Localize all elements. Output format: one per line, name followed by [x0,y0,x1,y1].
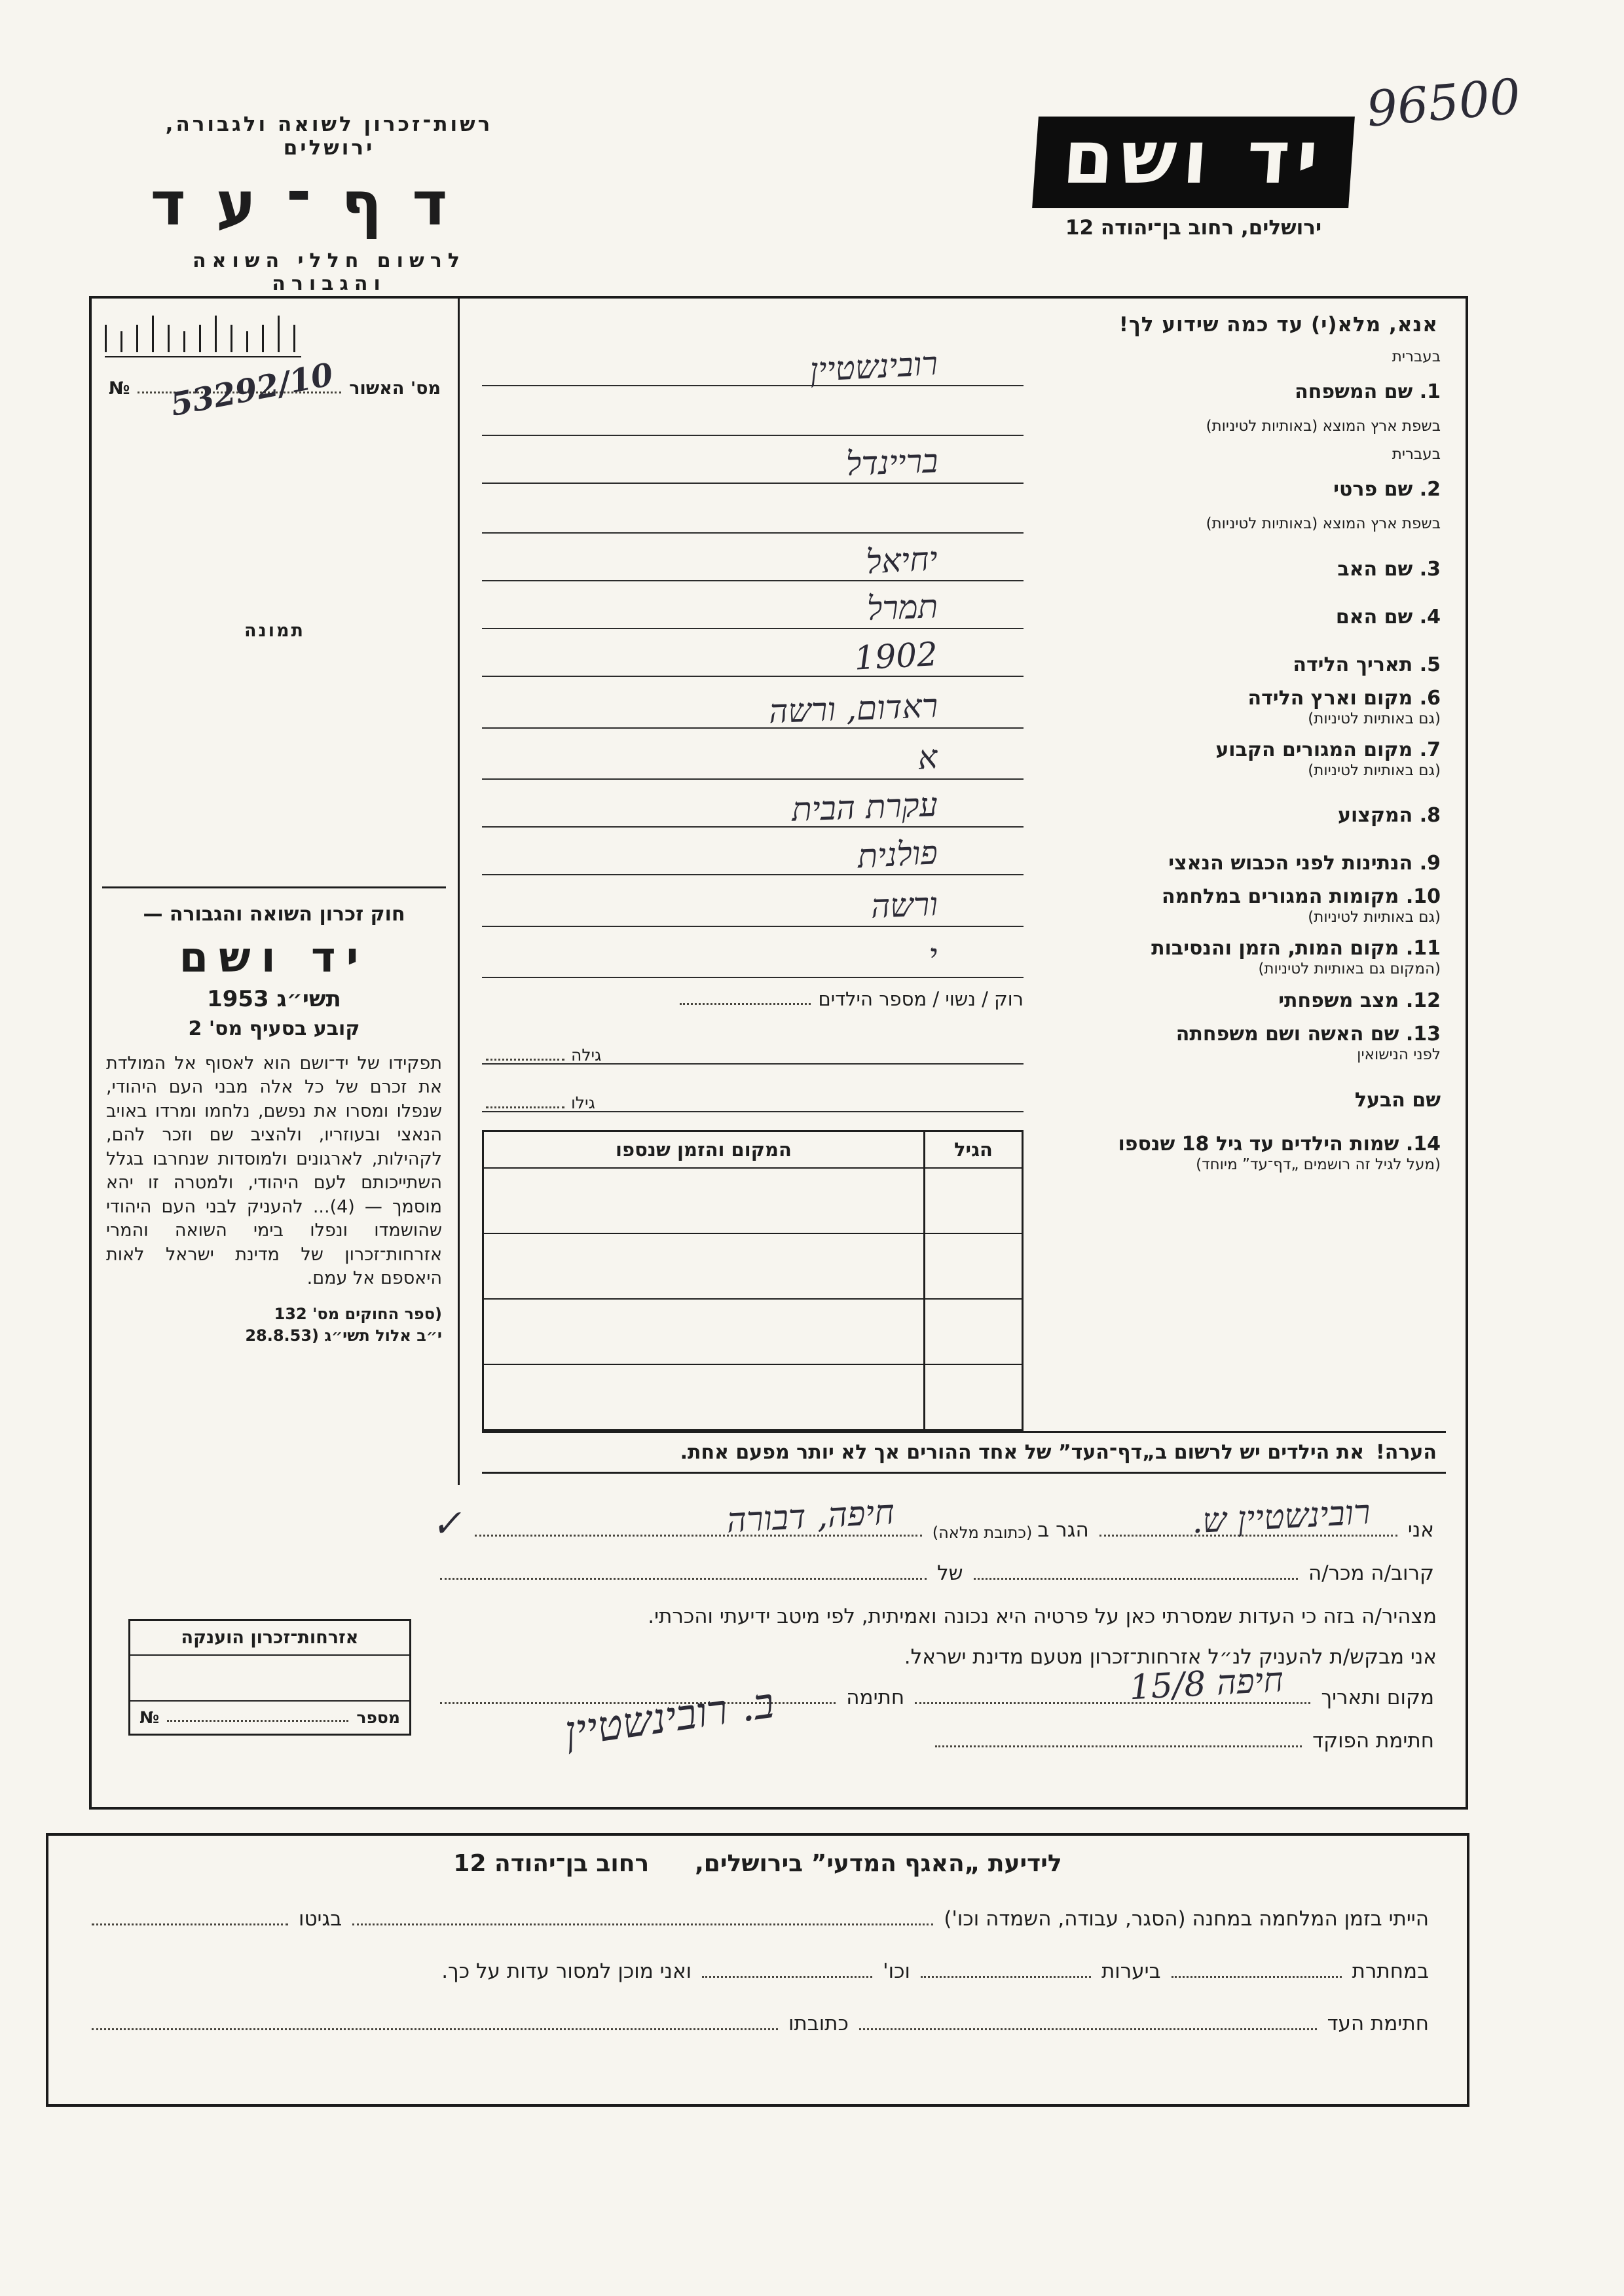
of-label: של [937,1561,963,1585]
write-line [482,786,1024,829]
field-sublabel: (גם באותיות לטיניות) [1308,909,1441,926]
children-table-header [484,1132,1022,1167]
field-row-husband-name [482,1074,1446,1112]
handwritten-address: חיפה, דבורה [726,1493,896,1541]
write-line [482,936,1024,978]
children-table-row [484,1233,1022,1298]
authority-line: רשות־זכרון לשואה ולגבורה, ירושלים [165,113,493,160]
declaration-statement: מצהיר/ה בזה כי העדות שמסרתי כאן על פרטיה היא נכונה ואמיתית, לפי מיטב ידיעתי והכרתי. [648,1605,1437,1628]
note-band [482,1431,1446,1474]
his-age-caption: גילו [486,1093,595,1112]
field-label-text: שמות הילדים עד גיל 18 שנספו [1118,1132,1399,1156]
write-line-hebrew [482,344,1024,390]
handwritten-entry: רובינשטיין [808,344,938,390]
marital-options-text: רוק / נשוי / מספר הילדים [818,988,1024,1011]
field-label-text: מקום המות, הזמן והנסיבות [1151,936,1399,960]
field-label: 9. הנתינות לפני הכבוש הנאצי [1168,852,1441,875]
note-text: את הילדים יש לרשום ב„דף־העד” של אחד ההורים אך לא יותר מפעם אחת. [680,1440,1365,1464]
bottom-section-title [84,1850,1431,1877]
bottom-title-main: לידיעת „האגף המדעי” בירושלים, [695,1850,1062,1877]
forests-dotted-line [921,1976,1091,1978]
field-above-label: בעברית [1392,348,1441,365]
yad-vashem-logo: יד ושם [1032,117,1355,208]
write-line [482,587,1024,629]
ghetto-label: בגיטו [299,1907,342,1931]
field-label: 6. מקום וארץ הלידה (גם באותיות לטיניות) [1024,687,1446,729]
grant-box-empty-area [130,1656,409,1702]
children-table-row [484,1298,1022,1364]
field-label: 10. מקומות המגורים במלחמה (גם באותיות לטיניות) [1024,885,1446,927]
note-bold: הערה! [1376,1440,1437,1464]
handwritten-entry: ראדום, ורשה [767,686,938,731]
write-lines [482,442,1024,534]
forests-label: ביערות [1101,1959,1161,1983]
camp-dotted-line [352,1923,933,1925]
clerk-signature-dotted-line [935,1745,1302,1747]
main-form-box [89,296,1468,1810]
grant-number-dotted-line [167,1720,348,1722]
i-label: אני [1407,1518,1434,1542]
field-label-text: שם האשה ושם משפחתה [1175,1023,1399,1046]
field-label-text: מקומות המגורים במלחמה [1162,885,1399,909]
write-lines [482,344,1024,436]
approval-number-row [109,356,441,424]
field-label-text: הנתינות לפני הכבוש הנאצי [1168,852,1413,875]
her-age-caption: גילה [486,1046,601,1065]
handwritten-signature: ב. רובינשטיין [561,1679,777,1757]
handwritten-entry: א [916,738,938,777]
handwritten-place-date: חיפה 15/8 [1128,1660,1285,1708]
witness-signature-line [84,2012,1431,2035]
address-dotted-line [475,1493,922,1541]
witness-signature-label: חתימת העד [1327,2012,1429,2035]
memorial-citizenship-grant-box [128,1619,411,1736]
bottom-title-address: רחוב בן־יהודה 12 [453,1850,650,1877]
field-row-place-of-death [482,937,1446,979]
field-sublabel: לפני הנישואין [1357,1046,1441,1064]
handwritten-declarant-name: רובינשטיין ש. [1190,1493,1371,1542]
fields-area [460,299,1466,1485]
law-title: חוק זכרון השואה והגבורה — [143,903,405,926]
field-number: 1. [1419,380,1441,403]
field-row-citizenship [482,833,1446,876]
scientific-branch-section [46,1833,1469,2107]
age-dotted-line [486,1106,564,1108]
law-source-line2: י״ב אלול תשי״ג (28.8.53 [245,1326,442,1345]
children-table [482,1130,1024,1431]
yad-vashem-law-logo: יד ושם [179,934,369,982]
age-column-header: הגיל [923,1132,1022,1167]
field-label [1024,1089,1446,1112]
field-row-birth-place [482,687,1446,729]
full-address-label: (כתובת מלאה) [932,1523,1033,1542]
field-label: 8. המקצוע [1337,804,1441,828]
field-label: 3. שם האב [1337,558,1441,581]
signature-label: חתימה [846,1686,905,1709]
law-box [102,886,446,1346]
logo-block [1015,117,1372,240]
field-label [1024,446,1446,534]
declaration-section [92,1485,1466,1807]
field-label-text: שם הבעל [1354,1088,1441,1112]
law-clause: קובע בסעיף מס' 2 [188,1017,360,1040]
camp-line [84,1907,1431,1931]
field-sublabel: (גם באותיות לטיניות) [1308,761,1441,779]
field-label: 5. תאריך הלידה [1293,653,1441,676]
field-label [1024,348,1446,436]
law-body-text: תפקידו של יד־ושם הוא לאסוף אל המולדת את זכרם של כל אלה מבני העם היהודי, שנפלו ומסרו את נפשם, נלחמו ומרדו באויב הנאצי ובעוזריו, ולהציב שם וזכר להם, לקהילות, לארגונים ולמוסדות שנחרבו בגלל השתייכותם לעם היהודי, ולמטרה זו יהא מוסמך — (4)... להעניק לבני העם היהודי שהושמדו ונפלו בימי השואה והמרי אזרחות־זכרון של מדינת ישראל לאות היאספם אל עמם. [106,1053,442,1288]
field-label-text: תאריך הלידה [1293,653,1413,676]
field-row-father-name [482,539,1446,581]
children-count-dotted-line [680,1003,811,1005]
ghetto-dotted-line [92,1923,288,1925]
address-line: ירושלים, רחוב בן־יהודה 12 [1065,216,1322,240]
write-line [482,686,1024,731]
law-source-note [102,1303,446,1346]
field-row-profession [482,786,1446,829]
approval-label: מס' האשור [349,378,441,399]
registration-tick-marks [105,310,295,352]
testify-label: ואני מוכן למסור עדות על כך. [441,1959,692,1983]
children-table-row [484,1364,1022,1429]
photo-label: תמונה [244,621,306,641]
field-label: 12. מצב משפחתי [1278,989,1441,1013]
law-year: תשי״ג 1953 [207,986,341,1012]
field-label-text: מקום וארץ הלידה [1247,687,1413,710]
place-column-header: המקום והזמן שנספו [616,1138,792,1161]
field-row-marital-status [482,988,1446,1013]
write-line-latin [482,398,1024,436]
age-dotted-line [486,1059,564,1061]
number-sign: № [109,378,130,399]
field-label-text: שם האב [1337,558,1413,581]
clerk-signature-label: חתימת הפוקד [1312,1729,1434,1753]
relation-line [432,1561,1437,1585]
field-row-permanent-residence [482,738,1446,780]
witness-signature-dotted-line [859,2028,1317,2030]
field-label-text: שם פרטי [1333,478,1413,501]
handwritten-entry: פולנית [856,833,938,876]
handwritten-entry: יחיאל [864,539,938,581]
handwritten-entry: עקרת הבית [791,786,938,829]
place-date-dotted-line [915,1660,1310,1708]
field-sublabel: (המקום גם באותיות לטיניות) [1258,960,1441,977]
camp-label: הייתי בזמן המלחמה במחנה (הסגר, עבודה, השמדה וכו') [944,1907,1429,1931]
field-label-text: שם האם [1335,606,1413,629]
fill-instruction: אנא, מלא(י) עד כמה שידוע לך! [1118,313,1438,337]
form-title: דף־עד [150,169,478,239]
write-line [482,884,1024,927]
underground-label: במחתרת [1352,1959,1429,1983]
write-line [482,1074,1024,1112]
write-line-latin [482,496,1024,534]
field-row-family-name [482,344,1446,436]
write-line [482,738,1024,780]
grant-box-number-row [130,1702,409,1734]
handwritten-entry: תמרל [866,587,938,628]
grant-box-title: אזרחות־זכרון הוענקה [130,1621,409,1656]
field-sublabel: (מעל לגיל זה רושמים „דף־עד” מיוחד) [1196,1156,1441,1173]
law-source-line1: (ספר החוקים מס' 132 [274,1305,442,1324]
field-label-text: המקצוע [1337,804,1413,828]
witness-address-dotted-line [92,2028,778,2030]
etc-dotted-line [702,1976,872,1978]
handwritten-approval-number: 53292/10 [167,356,336,424]
field-above-label: בעברית [1392,446,1441,463]
tick-baseline [105,356,301,357]
left-column [92,299,460,1485]
write-line [482,635,1024,678]
field-row-first-name [482,442,1446,534]
resides-label: הגר ב [1037,1518,1089,1542]
field-label: 7. מקום המגורים הקבוע (גם באותיות לטיניות) [1024,738,1446,780]
children-table-row [484,1167,1022,1233]
field-row-wife-name [482,1023,1446,1065]
field-label: 4. שם האם [1335,606,1441,629]
write-line [482,1027,1024,1065]
underground-line [84,1959,1431,1983]
handwritten-entry: י [927,936,938,975]
field-below-label: בשפת ארץ המוצא (באותיות לטיניות) [1206,418,1441,435]
relative-label: קרוב/ה מכר/ה [1308,1561,1434,1585]
handwritten-entry: 1902 [853,635,938,678]
write-line [482,539,1024,581]
grant-number-label: מספר [356,1708,400,1727]
citizenship-request: אני מבקש/ת להעניק לנ״ל אזרחות־זכרון מטעם מדינת ישראל. [904,1645,1437,1669]
relation-dotted-line [974,1578,1298,1580]
field-label-text: שם המשפחה [1295,380,1413,403]
number-sign: № [139,1708,160,1727]
of-dotted-line [440,1578,927,1580]
underground-dotted-line [1172,1976,1342,1978]
place-date-label: מקום ותאריך [1321,1686,1434,1709]
signature-dotted-line [440,1679,836,1757]
field-row-birth-date [482,635,1446,678]
field-sublabel: (גם באותיות לטיניות) [1308,710,1441,727]
field-label-text: מקום המגורים הקבוע [1215,738,1413,761]
field-number: 2. [1419,478,1441,501]
handwritten-serial-number: 96500 [1364,68,1523,138]
field-below-label: בשפת ארץ המוצא (באותיות לטיניות) [1206,515,1441,533]
handwritten-entry: ורשה [870,884,938,926]
form-subtitle: לרשום חללי השואה והגבורה [193,249,466,295]
marital-status-options [482,988,1024,1013]
top-zone [92,299,1466,1485]
field-label: 13. שם האשה ושם משפחתה לפני הנישואין [1024,1023,1446,1065]
write-line-hebrew [482,442,1024,484]
header-titles [141,113,517,295]
declarant-line [430,1493,1437,1546]
handwritten-check-mark: ✓ [430,1502,463,1546]
field-label: 14. שמות הילדים עד גיל 18 שנספו (מעל לגיל זה רושמים „דף־עד” מיוחד) [1024,1130,1446,1175]
field-row-mother-name [482,587,1446,629]
etc-label: וכו' [883,1959,910,1983]
field-label: 11. מקום המות, הזמן והנסיבות (המקום גם באותיות לטיניות) [1024,937,1446,979]
field-label-text: מצב משפחתי [1278,989,1399,1013]
declarant-name-dotted-line [1099,1493,1397,1542]
handwritten-entry: בריינדל [845,442,938,483]
write-line [482,833,1024,876]
field-row-children [482,1130,1446,1431]
witness-address-label: כתובתו [788,2012,849,2035]
field-row-wartime-residence [482,885,1446,927]
